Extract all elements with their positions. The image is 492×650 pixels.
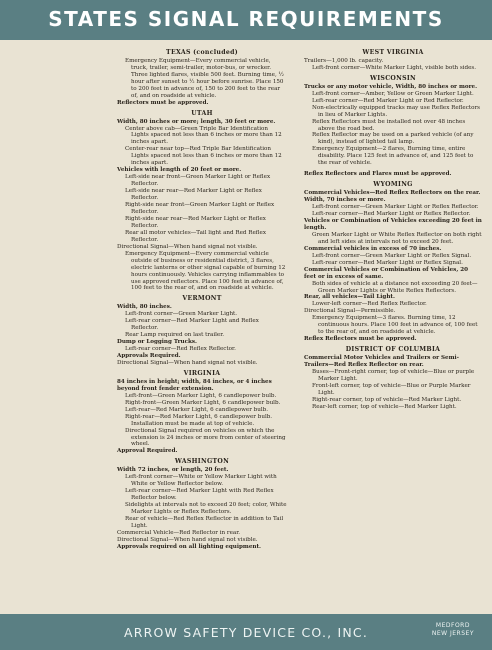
- requirement-heading: Vehicles with length of 20 feet or more.: [117, 167, 242, 174]
- title-banner: [0, 0, 492, 40]
- state-heading: DISTRICT OF COLUMBIA: [345, 346, 441, 354]
- requirement-text: Left-rear corner—Red Marker Light with Red Reflex Reflector below.: [125, 488, 274, 502]
- state-heading: WEST VIRGINIA: [362, 49, 424, 56]
- requirement-heading: Reflectors must be approved.: [117, 99, 209, 106]
- footer-banner: [0, 614, 492, 650]
- requirement-text: Left-rear corner—Red Marker Light and Reflex Reflector.: [125, 318, 259, 332]
- right-column: [304, 50, 482, 411]
- location-state: NEW JERSEY: [431, 630, 474, 637]
- requirement-text: Green Marker Light or White Reflex Reflector on both right and left sides at intervals not to exceed 20 feet.: [312, 231, 482, 245]
- requirement-heading: Rear, all vehicles—Tail Light.: [304, 294, 395, 301]
- requirement-text: Sidelights at intervals not to exceed 20 feet; color, White Marker Lights or Reflex Reflectors.: [125, 502, 287, 516]
- requirement-heading: Commercial Vehicles or Combination of Vehicles, 20 feet or in excess of same.: [304, 266, 469, 280]
- requirement-text: Directional Signal—Permissible.: [304, 308, 396, 315]
- requirement-text: Right-front—Green Marker Light, 6 candlepower bulb.: [125, 399, 281, 406]
- requirement-heading: Commercial Motor Vehicles and Trailers or Semi-Trailers—Red Reflex Reflector on rear.: [304, 355, 459, 369]
- requirement-heading: Width, 80 inches.: [117, 304, 172, 311]
- requirement-text: Non-electrically equipped tracks may use Reflex Reflectors in lieu of Marker Lights.: [312, 104, 481, 118]
- requirement-text: Emergency Equipment—2 flares, Burning time, entire disability. Place 125 feet in advance of, and 125 feet to the rear of vehicle.: [312, 146, 474, 167]
- company-location: [432, 622, 474, 638]
- page-title: STATES SIGNAL REQUIREMENTS: [48, 7, 444, 31]
- requirement-text: Trailers—1,000 lb. capacity.: [304, 57, 384, 64]
- requirement-text: Center above cab—Green Triple Bar Identification Lights spaced not less than 6 inches or more than 12 inches apart.: [125, 125, 282, 146]
- requirement-text: Left-front corner—White Marker Light, visible both sides.: [312, 64, 477, 71]
- state-heading: WISCONSIN: [369, 74, 416, 82]
- state-heading: WASHINGTON: [174, 458, 230, 466]
- requirement-heading: Commercial Vehicles—Red Reflex Reflectors on the rear.: [304, 190, 481, 197]
- state-heading: VIRGINIA: [183, 369, 221, 377]
- requirement-text: Left-front corner—Green Marker Light or Reflex Reflector.: [312, 204, 479, 211]
- requirement-text: Directional Signal—When hand signal not visible.: [117, 536, 258, 543]
- requirement-text: Rear Lamp required on last trailer.: [125, 332, 225, 339]
- state-heading: WYOMING: [373, 181, 413, 189]
- requirement-text: Reflex Reflectors must be installed not over 48 inches above the road bed.: [312, 118, 466, 132]
- state-heading: UTAH: [191, 109, 213, 117]
- state-heading: TEXAS (concluded): [166, 49, 238, 56]
- requirement-text: Left-side near rear—Red Marker Light or Reflex Reflector.: [125, 188, 262, 202]
- requirement-text: Emergency Equipment—3 flares. Burning time, 12 continuous hours. Place 100 feet in advance of, 100 feet to the rear of, and on roadside at vehicle.: [312, 315, 478, 336]
- requirement-text: Commercial Vehicle—Red Reflector in rear.: [117, 529, 241, 536]
- requirement-text: Reflex Reflector may be used on a parked vehicle (of any kind), instead of lighted tail lamp.: [312, 132, 474, 146]
- requirement-text: Directional Signal—When hand signal not visible.: [117, 243, 258, 250]
- requirement-text: Buses—Front-right corner, top of vehicle—Blue or purple Marker Light.: [312, 368, 475, 382]
- requirement-text: Left-rear corner—Red Marker Light or Reflex Reflector.: [312, 211, 471, 218]
- requirement-heading: Width, 80 inches or more; length, 30 feet or more.: [117, 118, 276, 125]
- requirement-text: Right-rear—Red Marker Light, 6 candlepower bulb. Installation must be made at top of vehicle.: [125, 413, 273, 427]
- requirement-heading: Approvals required on all lighting equipment.: [117, 543, 261, 550]
- requirement-text: Emergency Equipment—Every commercial vehicle, truck, trailer, semi-trailer, motor-bus, or wrecker. Three lighted flares, visible 500 feet. Burning time, ½ hour after sunset to ½ hour before sunrise. Place 150 to 200 feet in advance of, 150 to 200 feet to the rear of, and on roadside at vehicle.: [125, 57, 284, 99]
- requirement-text: Both sides of vehicle at a distance not exceeding 20 feet—Green Marker Lights or White Reflex Reflectors.: [312, 280, 478, 294]
- requirement-heading: Dump or Logging Trucks.: [117, 339, 198, 346]
- requirement-text: Center-rear near top—Red Triple Bar Identification Lights spaced not less than 6 inches or more than 12 inches apart.: [125, 146, 282, 167]
- requirement-text: Directional Signal—When hand signal not visible.: [117, 359, 258, 366]
- requirement-heading: Width 72 inches, or length, 20 feet.: [117, 467, 229, 474]
- requirement-heading: Commercial vehicles in excess of 70 inches.: [304, 245, 442, 252]
- requirement-text: Left-rear—Red Marker Light, 6 candlepower bulb.: [125, 406, 268, 413]
- requirement-text: Left-front corner—White or Yellow Marker Light with White or Yellow Reflector below.: [125, 474, 277, 488]
- requirement-heading: Trucks or any motor vehicle, Width, 80 inches or more.: [304, 83, 478, 90]
- requirement-text: Right-rear corner, top of vehicle—Red Marker Light.: [312, 396, 462, 403]
- requirement-text: Left-rear corner—Red Reflex Reflector.: [125, 346, 236, 353]
- requirement-text: Right-side near front—Green Marker Light or Reflex Reflector.: [125, 202, 275, 215]
- requirement-text: Left-front corner—Amber, Yellow or Green Marker Light.: [312, 90, 474, 97]
- requirement-text: Left-front—Green Marker Light, 6 candlepower bulb.: [125, 392, 277, 399]
- requirement-text: Left-rear corner—Red Marker Light or Reflex Signal.: [312, 259, 463, 266]
- requirement-text: Front-left corner, top of vehicle—Blue or Purple Marker Light.: [312, 382, 471, 396]
- requirement-heading: Vehicles or Combination of Vehicles exceeding 20 feet in length.: [304, 217, 482, 231]
- requirement-heading: Reflex Reflectors and Flares must be approved.: [304, 171, 452, 178]
- requirement-text: Lower-left corner—Red Reflex Reflector.: [312, 301, 427, 308]
- requirement-text: Rear of vehicle—Red Reflex Reflector in addition to Tail Light.: [125, 516, 284, 529]
- requirement-heading: Approval Required.: [117, 448, 178, 455]
- requirement-text: Left-side near front—Green Marker Light or Reflex Reflector.: [125, 174, 271, 188]
- state-heading: VERMONT: [182, 295, 222, 303]
- requirement-text: Directional Signal required on vehicles on which the extension is 24 inches or more from center of steering wheel.: [125, 427, 286, 448]
- left-column: [117, 50, 287, 551]
- company-name: ARROW SAFETY DEVICE CO., INC.: [123, 625, 369, 640]
- requirement-heading: Width, 70 inches or more.: [304, 197, 386, 204]
- requirement-text: Left-front corner—Green Marker Light or Reflex Signal.: [312, 252, 472, 259]
- requirement-text: Rear-left corner, top of vehicle—Red Marker Light.: [312, 403, 457, 410]
- requirement-text: Left-front corner—Green Marker Light.: [125, 311, 238, 318]
- requirement-heading: Reflex Reflectors must be approved.: [304, 336, 417, 343]
- requirement-heading: Approvals Required.: [117, 353, 181, 360]
- requirement-text: Rear all motor vehicles—Tail light and Red Reflex Reflector.: [125, 229, 266, 243]
- requirement-text: Left-rear corner—Red Marker Light or Red Reflector.: [312, 97, 464, 104]
- requirement-text: Right-side near rear—Red Marker Light or Reflex Reflector.: [125, 215, 266, 229]
- requirement-heading: 84 inches in height; width, 84 inches, or 4 inches beyond front fender extension.: [117, 378, 272, 392]
- requirement-text: Emergency Equipment—Every commercial vehicle outside of business or residential district, 3 flares, electric lanterns or other signal capable of burning 12 hours continuously. Vehicles carrying inflammables to use approved reflectors. Place 100 feet in advance of, 100 feet to the rear of, and on roadside at vehicle.: [125, 250, 286, 292]
- location-city: MEDFORD: [435, 622, 470, 629]
